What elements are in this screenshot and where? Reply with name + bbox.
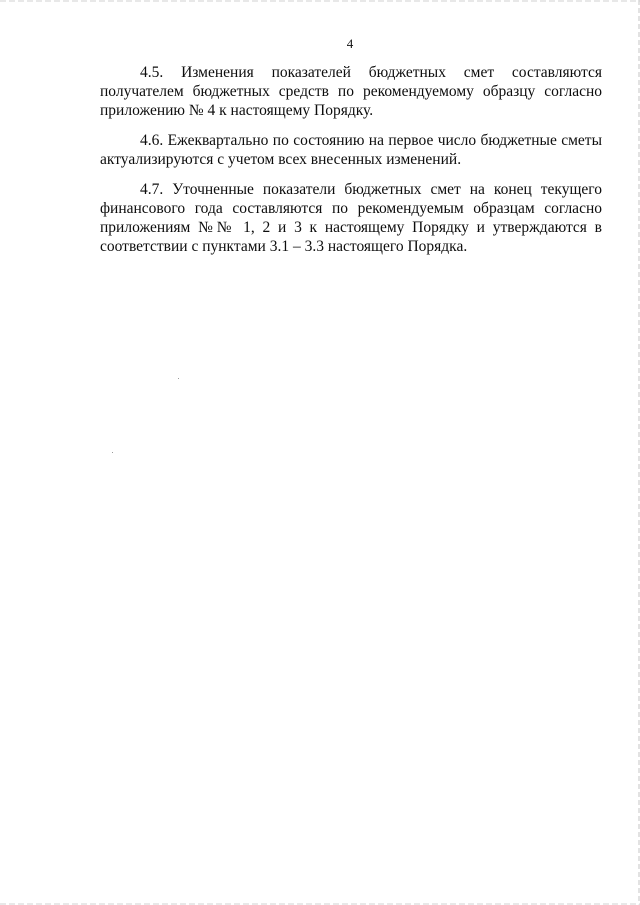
scan-speck [112,452,113,453]
scan-speck [178,378,179,379]
scan-edge-top [0,0,640,2]
document-body [100,63,602,267]
paragraph-4-7: 4.7. Уточненные показатели бюджетных смет на конец текущего финансового года составляются по рекомендуемым образцам согласно приложениям №№ 1, 2 и 3 к настоящему Порядку и утверждаются в соответствии с пунктами 3.1 – 3.3 настоящего Порядка. [100,181,602,255]
page-number: 4 [346,36,354,51]
paragraph-4-5: 4.5. Изменения показателей бюджетных смет составляются получателем бюджетных средств по рекомендуемому образцу согласно приложению № 4 к настоящему Порядку. [100,64,602,119]
paragraph-4-6: 4.6. Ежеквартально по состоянию на первое число бюджетные сметы актуализируются с учетом всех внесенных изменений. [100,132,602,168]
